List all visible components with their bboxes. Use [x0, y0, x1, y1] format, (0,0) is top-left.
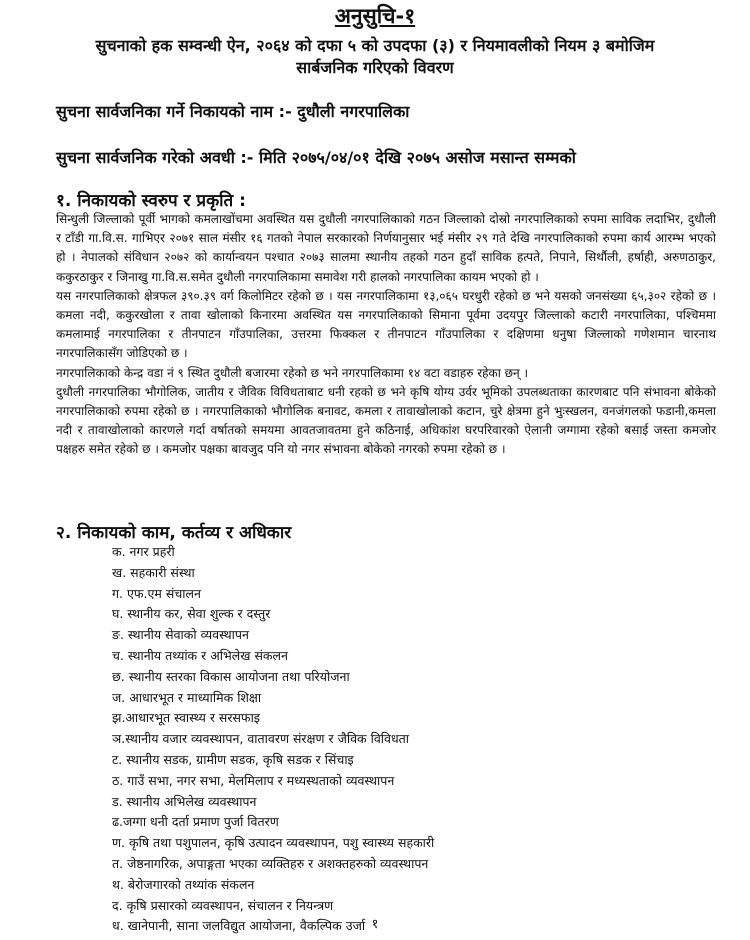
list-item: ञ.स्थानीय वजार व्यवस्थापन, वातावरण संरक्षण र जैविक विविधता [112, 731, 410, 747]
list-item: द. कृषि प्रसारको व्यवस्थापन, संचालन र नियन्त्रण [112, 897, 334, 913]
list-item: क. नगर प्रहरी [112, 544, 175, 559]
list-item: ख. सहकारी संस्था [112, 564, 195, 580]
duties-list [112, 542, 434, 937]
section1-heading: १. निकायको स्वरुप र प्रकृति : [56, 191, 246, 211]
list-item: ठ. गाउँ सभा, नगर सभा, मेलमिलाप र मध्यस्थताको व्यवस्थापन [112, 772, 395, 788]
section2-heading: २. निकायको काम, कर्तव्य र अधिकार [56, 523, 292, 543]
page-number: १ [371, 917, 379, 932]
document-subtitle-line2: सार्बजनिक गरिएको विवरण [296, 58, 454, 77]
list-item: ज. आधारभूत र माध्यामिक शिक्षा [112, 689, 262, 705]
list-item: ड. स्थानीय अभिलेख व्यवस्थापन [112, 793, 257, 809]
list-item: ङ. स्थानीय सेवाको व्यवस्थापन [112, 627, 249, 643]
document-title: अनुसुचि-१ [334, 4, 416, 28]
list-item: ध. खानेपानी, साना जलविद्युत आयोजना, वैकल्पिक उर्जा [112, 918, 366, 934]
section1-paragraph: यस नगरपालिकाको क्षेत्रफल ३९०.३९ वर्ग किलोमिटर रहेको छ । यस नगरपालिकामा १३,०६५ घरधुरी रहेको छ भने यसको जनसंख्या ६५,३०२ रहेको छ । कमला नदी, ककुरखोला र तावा खोलाको किनारमा अवस्थित यस नगरपालिकाको सिमाना पूर्वमा उदयपुर जिल्लाको कटारी नगरपालिका, पश्चिममा कमलामाई नगरपालिका र तीनपाटन गाँउपालिका, उत्तरमा फिक्कल र तीनपाटन गाँउपालिका र दक्षिणमा धनुषा जिल्लाको गणेशमान चारनाथ नगरपालिकासँग जोडिएको छ । [56, 288, 716, 361]
list-item: थ. बेरोजगारको तथ्यांक संकलन [112, 876, 255, 892]
section1-paragraph: सिन्धुली जिल्लाको पूर्वी भागको कमलाखोंचमा अवस्थित यस दुधौली नगरपालिकाको गठन जिल्लाको दोस्रो नगरपालिकाको रुपमा साविक लदाभिर, दुधौली र टाँडी गा.वि.स. गाभिएर २०७१ साल मंसीर १६ गतको नेपाल सरकारको निर्णयानुसार भई मंसीर २९ गते देखि नगरपालिकाको रुपमा कार्य आरम्भ भएको हो । नेपालको संविधान २०७२ को कार्यान्वयन पश्चात २०७३ सालमा स्थानीय तहको गठन हुदाँ साविक हत्पते, निपाने, सिर्थौली, हर्षाही, अरुणठाकुर, ककुरठाकुर र जिनाखु गा.वि.स.समेत दुधौली नगरपालिकामा समावेश गरी हालको नगरपालिका कायम भएको हो । [56, 212, 716, 284]
agency-name-line: सुचना सार्वजनिका गर्ने निकायको नाम :- दुधौली नगरपालिका [56, 102, 410, 121]
list-item: ढ.जग्गा धनी दर्ता प्रमाण पुर्जा वितरण [112, 814, 279, 830]
document-subtitle-line1: सुचनाको हक सम्वन्धी ऐन, २०६४ को दफा ५ को उपदफा (३) र नियमावलीको नियम ३ बमोजिम [95, 36, 655, 55]
section1-body [56, 210, 716, 460]
publication-period-line: सुचना सार्वजनिक गरेको अवधी :- मिति २०७५/०४/०१ देखि २०७५ असोज मसान्त सम्मको [56, 148, 576, 167]
section1-paragraph: नगरपालिकाको केन्द्र वडा नं ९ स्थित दुधौली बजारमा रहेको छ भने नगरपालिकामा १४ वटा वडाहरु रहेका छन् । [56, 365, 529, 380]
list-item: छ. स्थानीय स्तरका विकास आयोजना तथा परियोजना [112, 668, 350, 684]
list-item: ट. स्थानीय सडक, ग्रामीण सडक, कृषि सडक र सिंचाइ [112, 751, 354, 767]
list-item: त. जेष्ठनागरिक, अपाङ्गता भएका व्यक्तिहरु र अशक्तहरुको व्यवस्थापन [112, 855, 429, 871]
list-item: ण. कृषि तथा पशुपालन, कृषि उत्पादन व्यवस्थापन, पशु स्वास्थ्य सहकारी [112, 835, 435, 851]
list-item: ग. एफ.एम संचालन [112, 585, 201, 601]
list-item: झ.आधारभूत स्वास्थ्य र सरसफाइ [112, 710, 260, 726]
list-item: च. स्थानीय तथ्यांक र अभिलेख संकलन [112, 647, 288, 663]
list-item: घ. स्थानीय कर, सेवा शुल्क र दस्तुर [112, 606, 271, 622]
section1-paragraph: दुधौली नगरपालिका भौगोलिक, जातीय र जैविक विविधताबाट धनी रहको छ भने कृषि योग्य उर्वर भूमिको उपलब्धताका कारणबाट पनि संभावना बोकेको नगरपालिकाको रुपमा रहेको छ । नगरपालिकाको भौगोलिक बनावट, कमला र तावाखोलाको कटान, चुरे क्षेत्रमा हुने भुःस्खलन, वनजंगलको फडानी,कमला नदी र तावाखोलाको कारणले गर्दा वर्षातको समयमा आवतजावतमा हुने कठिनाई, अधिकांश घरपरिवारको ऐलानी जग्गामा रहेको बसाई जस्ता कमजोर पक्षहरु समेत रहेको छ । कमजोर पक्षका बावजुद पनि यो नगर संभावना बोकेको नगरको रुपमा रहेको छ । [56, 384, 716, 457]
